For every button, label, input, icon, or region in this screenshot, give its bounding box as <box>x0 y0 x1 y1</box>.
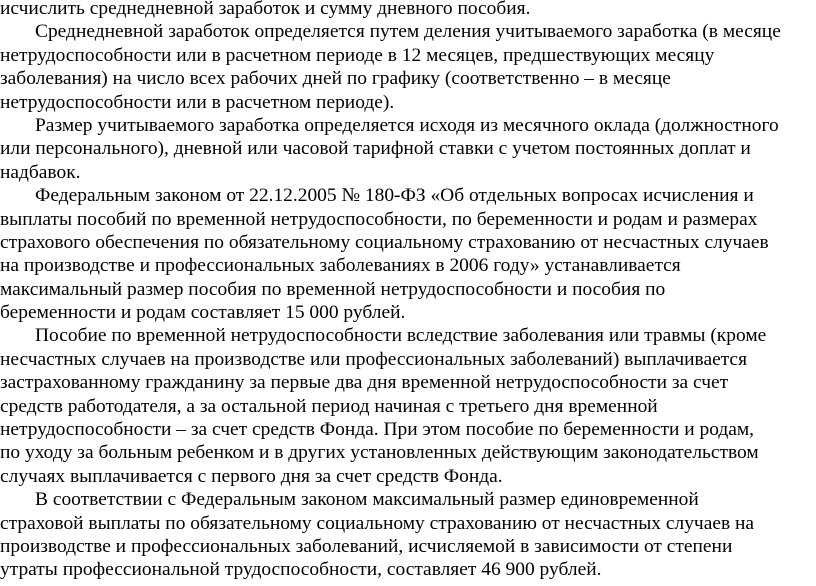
text-line-10: выплаты пособий по временной нетрудоспособности, по беременности и родам и размерах <box>0 208 758 230</box>
text-line-18: средств работодателя, а за остальной период начиная с третьего дня временной <box>0 395 658 417</box>
text-line-19: нетрудоспособности – за счет средств Фонда. При этом пособие по беременности и родам, <box>0 419 755 441</box>
text-line-17: застрахованному гражданину за первые два дня временной нетрудоспособности за счет <box>0 372 729 394</box>
text-line-6: Размер учитываемого заработка определяется исходя из месячного оклада (должностного <box>35 114 779 136</box>
text-line-3: нетрудоспособности или в расчетном периоде в 12 месяцев, предшествующих месяцу <box>0 44 715 66</box>
text-line-25: утраты профессиональной трудоспособности, составляет 46 900 рублей. <box>0 559 602 581</box>
text-line-16: несчастных случаев на производстве или профессиональных заболеваний) выплачивается <box>0 348 748 370</box>
text-line-5: нетрудоспособности или в расчетном периоде). <box>0 91 395 113</box>
text-line-22: В соответствии с Федеральным законом максимальный размер единовременной <box>35 489 699 511</box>
text-line-12: на производстве и профессиональных заболеваниях в 2006 году» устанавливается <box>0 255 681 277</box>
text-line-4: заболевания) на число всех рабочих дней по графику (соответственно – в месяце <box>0 68 671 90</box>
text-line-15: Пособие по временной нетрудоспособности вследствие заболевания или травмы (кроме <box>35 325 767 347</box>
text-line-20: по уходу за больным ребенком и в других установленных действующим законодательством <box>0 442 759 464</box>
text-line-7: или персонального), дневной или часовой тарифной ставки с учетом постоянных доплат и <box>0 138 751 160</box>
text-line-13: максимальный размер пособия по временной нетрудоспособности и пособия по <box>0 278 666 300</box>
text-line-11: страхового обеспечения по обязательному социальному страхованию от несчастных случаев <box>0 231 769 253</box>
text-line-1: исчислить среднедневной заработок и сумму дневного пособия. <box>0 0 531 19</box>
text-line-24: производстве и профессиональных заболеваний, исчисляемой в зависимости от степени <box>0 535 733 557</box>
text-line-8: надбавок. <box>0 161 81 183</box>
text-line-14: беременности и родам составляет 15 000 рублей. <box>0 302 406 324</box>
text-line-23: страховой выплаты по обязательному социальному страхованию от несчастных случаев на <box>0 512 755 534</box>
text-line-21: случаях выплачивается с первого дня за счет средств Фонда. <box>0 465 503 487</box>
text-line-9: Федеральным законом от 22.12.2005 № 180-ФЗ «Об отдельных вопросах исчисления и <box>35 185 754 207</box>
text-line-2: Среднедневной заработок определяется путем деления учитываемого заработка (в месяце <box>35 21 781 43</box>
